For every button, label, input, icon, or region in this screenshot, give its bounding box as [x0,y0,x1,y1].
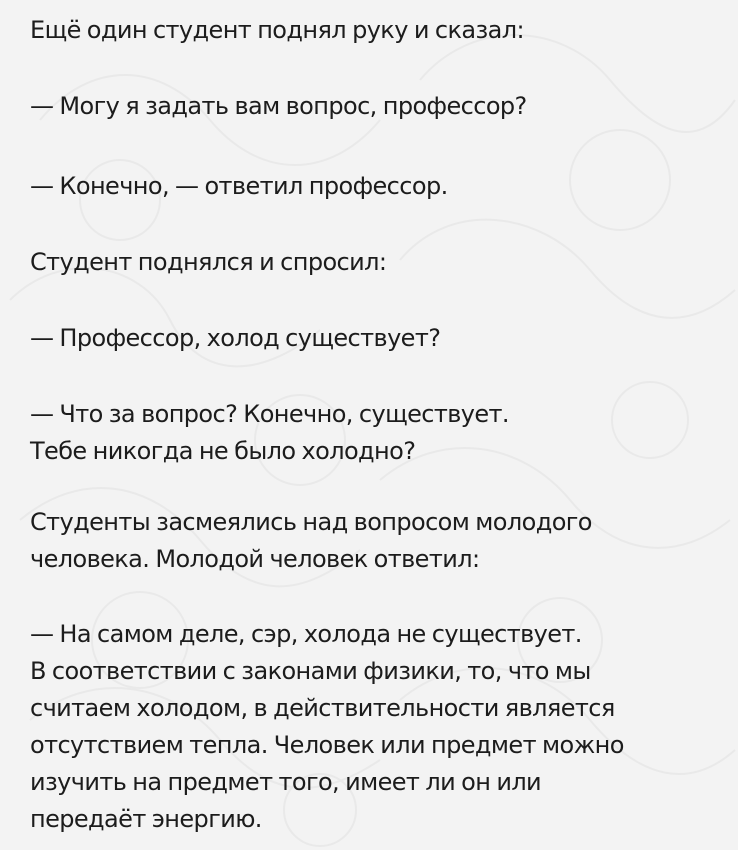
text-line: Студент поднялся и спросил: [30,248,387,276]
text-line: — Профессор, холод существует? [30,324,441,352]
paragraph [30,504,592,578]
text-line: Ещё один студент поднял руку и сказал: [30,16,524,44]
paragraph [30,396,509,470]
paragraph [30,12,524,49]
text-line: В соответствии с законами физики, то, что мы [30,657,591,685]
paragraph [30,616,624,838]
text-line: Студенты засмеялись над вопросом молодого [30,508,592,536]
text-line: — Могу я задать вам вопрос, профессор? [30,92,527,120]
paragraph [30,88,527,125]
text-line: — Что за вопрос? Конечно, существует. [30,400,509,428]
paragraph [30,244,386,281]
paragraph [30,320,440,357]
paragraph [30,168,448,205]
text-line: — На самом деле, сэр, холода не существует. [30,620,582,648]
text-line: Тебе никогда не было холодно? [30,437,416,465]
text-line: считаем холодом, в действительности является [30,694,615,722]
text-line: отсутствием тепла. Человек или предмет можно [30,731,624,759]
text-line: изучить на предмет того, имеет ли он или [30,768,542,796]
text-line: передаёт энергию. [30,805,262,833]
text-line: — Конечно, — ответил профессор. [30,172,448,200]
text-line: человека. Молодой человек ответил: [30,545,480,573]
